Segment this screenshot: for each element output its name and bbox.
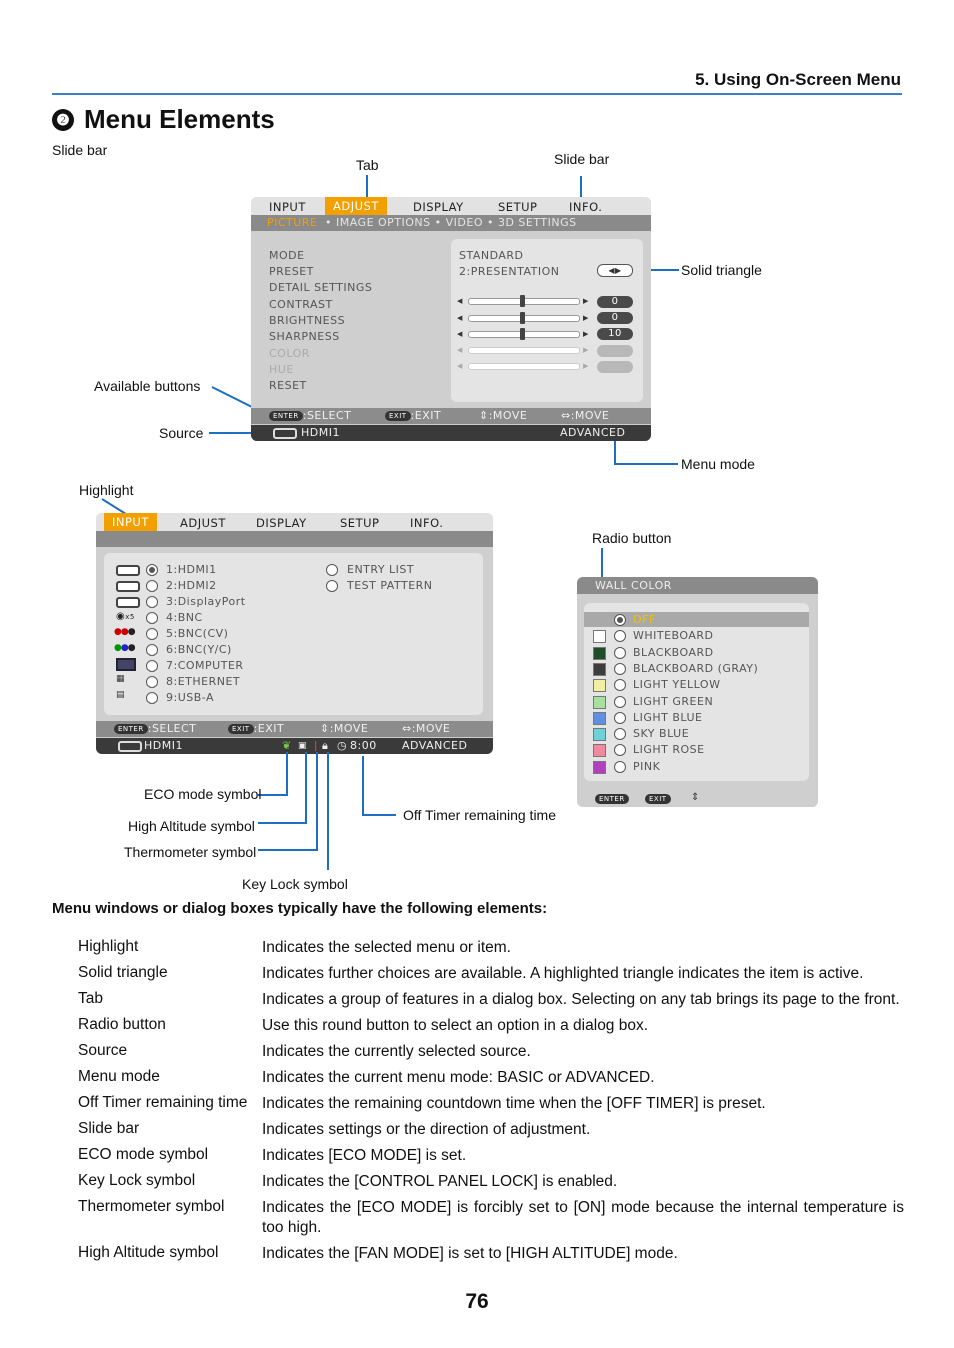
input-label[interactable]: 8:ETHERNET	[166, 675, 241, 688]
left-triangle-icon[interactable]: ◀	[457, 297, 463, 305]
osd2-subtab-bar	[96, 531, 493, 547]
osd1-tab-info[interactable]: INFO.	[569, 200, 603, 214]
thermo-leader-vertical	[316, 752, 318, 850]
osd1-label-hue: HUE	[269, 363, 294, 376]
key-lock-icon: 🔒︎	[322, 739, 329, 752]
definition-row	[78, 990, 904, 1010]
radio-wall-color[interactable]	[614, 663, 626, 675]
input-label[interactable]: 1:HDMI1	[166, 563, 217, 576]
osd1-label-detail[interactable]: DETAIL SETTINGS	[269, 281, 373, 294]
altitude-leader-vertical	[305, 752, 307, 823]
osd2-tab-display[interactable]: DISPLAY	[256, 516, 307, 530]
definition-desc: Indicates settings or the direction of adjustment.	[262, 1121, 591, 1138]
title-number-badge: ❷	[52, 109, 74, 131]
osd2-tab-bar	[96, 513, 493, 531]
osd2-tab-info[interactable]: INFO.	[410, 516, 444, 530]
eco-mode-icon: ❦	[282, 739, 292, 752]
osd1-tab-setup[interactable]: SETUP	[498, 200, 538, 214]
radio-computer[interactable]	[146, 660, 158, 672]
hdmi-source-icon	[273, 428, 297, 439]
exit-key-icon: EXIT	[645, 794, 671, 804]
osd1-mode-value: STANDARD	[459, 249, 524, 262]
radio-displayport[interactable]	[146, 596, 158, 608]
left-triangle-icon: ◀	[457, 346, 463, 354]
wall-color-title: WALL COLOR	[577, 577, 818, 594]
wall-color-label[interactable]: OFF	[633, 613, 656, 626]
definition-term: High Altitude symbol	[78, 1244, 219, 1261]
ethernet-icon: ▦	[116, 674, 126, 684]
wall-color-label[interactable]: LIGHT GREEN	[633, 694, 714, 708]
color-swatch	[593, 663, 606, 676]
timer-leader-vertical	[362, 756, 364, 816]
definition-term: Source	[78, 1042, 128, 1059]
bnc-icon: ◉x5	[116, 611, 135, 622]
test-pattern-label[interactable]: TEST PATTERN	[347, 579, 433, 592]
color-value-disabled	[597, 345, 633, 357]
osd2-tab-input[interactable]: INPUT	[104, 513, 157, 531]
tab-leader-line	[366, 175, 368, 198]
callout-radio-button: Radio button	[592, 530, 672, 546]
definition-term: Slide bar	[78, 1120, 140, 1137]
color-swatch	[593, 679, 606, 692]
enter-key-icon: ENTER	[595, 794, 629, 804]
radio-test-pattern[interactable]	[326, 580, 338, 592]
osd1-available-buttons	[251, 408, 651, 424]
wall-color-panel	[584, 603, 809, 781]
osd-adjust-menu	[251, 197, 651, 441]
definition-row	[78, 1094, 904, 1114]
exit-key-icon: EXIT :EXIT	[385, 408, 441, 424]
osd1-label-sharpness[interactable]: SHARPNESS	[269, 330, 340, 343]
callout-solid-triangle: Solid triangle	[681, 262, 762, 278]
page-title	[52, 104, 275, 135]
hdmi-source-icon	[118, 741, 142, 752]
wall-color-label[interactable]: BLACKBOARD (GRAY)	[633, 661, 759, 675]
osd1-label-preset[interactable]: PRESET	[269, 265, 314, 278]
wall-color-label[interactable]: BLACKBOARD	[633, 645, 714, 659]
timer-leader-horizontal	[362, 814, 396, 816]
title-text: Menu Elements	[84, 104, 275, 134]
callout-highlight: Highlight	[79, 482, 134, 498]
definition-row	[78, 1146, 904, 1166]
brightness-slider-knob[interactable]	[520, 312, 525, 324]
definition-row	[78, 1244, 904, 1264]
radio-bnc[interactable]	[146, 612, 158, 624]
radio-hdmi1[interactable]	[146, 564, 158, 576]
input-label[interactable]: 5:BNC(CV)	[166, 627, 229, 640]
osd1-label-color: COLOR	[269, 347, 310, 360]
keylock-leader-vertical	[327, 752, 329, 870]
definition-term: Key Lock symbol	[78, 1172, 196, 1189]
updown-arrow-icon: ⇕	[691, 792, 700, 803]
updown-move-hint: ⇕:MOVE	[320, 722, 369, 735]
definition-desc: Indicates the [ECO MODE] is forcibly set to [ON] mode because the internal temperature is too high.	[262, 1199, 904, 1236]
radio-wall-color[interactable]	[614, 614, 626, 626]
leftright-move-hint: ⇔:MOVE	[402, 722, 451, 735]
leftright-move-hint: ⇔:MOVE	[561, 409, 610, 422]
osd1-tab-display[interactable]: DISPLAY	[413, 200, 464, 214]
osd1-preset-value: 2:PRESENTATION	[459, 265, 560, 278]
callout-menu-mode: Menu mode	[681, 456, 755, 472]
osd2-source: HDMI1	[144, 739, 183, 752]
eco-leader-vertical	[286, 752, 288, 795]
off-timer-clock-icon: ◷	[337, 739, 348, 752]
osd1-tab-input[interactable]: INPUT	[269, 200, 306, 214]
thermo-leader-horizontal	[258, 849, 318, 851]
definition-desc: Indicates the remaining countdown time when the [OFF TIMER] is preset.	[262, 1095, 766, 1112]
definition-desc: Indicates the [CONTROL PANEL LOCK] is enabled.	[262, 1173, 618, 1190]
radio-wall-color[interactable]	[614, 679, 626, 691]
osd1-tab-bar	[251, 197, 651, 215]
color-slider	[468, 347, 580, 354]
input-label[interactable]: 9:USB-A	[166, 691, 215, 704]
definition-term: ECO mode symbol	[78, 1146, 209, 1163]
definition-desc: Indicates the current menu mode: BASIC or ADVANCED.	[262, 1069, 655, 1086]
callout-thermometer: Thermometer symbol	[124, 844, 257, 860]
thermometer-icon: ǀ	[314, 739, 318, 752]
color-swatch	[593, 696, 606, 709]
radio-wall-color[interactable]	[614, 696, 626, 708]
radio-wall-color[interactable]	[614, 712, 626, 724]
enter-key-icon: ENTER :SELECT	[114, 721, 196, 737]
high-altitude-icon: ▣	[298, 741, 308, 751]
definition-term: Tab	[78, 990, 103, 1007]
hue-slider	[468, 363, 580, 370]
right-triangle-icon: ▶	[583, 346, 589, 354]
displayport-icon	[116, 597, 140, 608]
contrast-value: 0	[597, 296, 633, 308]
computer-icon	[116, 658, 136, 671]
osd1-label-brightness[interactable]: BRIGHTNESS	[269, 314, 346, 327]
osd2-input-panel	[104, 553, 483, 715]
definition-term: Solid triangle	[78, 964, 168, 981]
updown-move-hint: ⇕:MOVE	[479, 409, 528, 422]
color-swatch	[593, 744, 606, 757]
contrast-slider-knob[interactable]	[520, 295, 525, 307]
header-rule	[52, 93, 902, 95]
radio-bnc-yc[interactable]	[146, 644, 158, 656]
definitions-table	[78, 938, 904, 1270]
osd1-subtab-rest[interactable]: • IMAGE OPTIONS • VIDEO • 3D SETTINGS	[325, 216, 577, 229]
radio-hdmi2[interactable]	[146, 580, 158, 592]
left-triangle-icon: ◀	[457, 362, 463, 370]
osd1-label-reset[interactable]: RESET	[269, 379, 307, 392]
menumode-leader-vertical	[614, 440, 616, 464]
definition-desc: Indicates the [FAN MODE] is set to [HIGH ALTITUDE] mode.	[262, 1245, 678, 1262]
page-number: 76	[465, 1290, 489, 1313]
wall-color-label[interactable]: WHITEBOARD	[633, 629, 714, 643]
hdmi-icon	[116, 565, 140, 576]
definition-term: Radio button	[78, 1016, 166, 1033]
section-header: 5. Using On-Screen Menu	[695, 70, 901, 89]
osd2-tab-adjust[interactable]: ADJUST	[180, 516, 226, 530]
wall-color-label[interactable]: SKY BLUE	[633, 727, 690, 741]
osd2-tab-setup[interactable]: SETUP	[340, 516, 380, 530]
callout-slide-bar: Slide bar	[554, 151, 610, 167]
definition-row	[78, 1068, 904, 1088]
callout-key-lock: Key Lock symbol	[242, 876, 348, 892]
radio-bnc-cv[interactable]	[146, 628, 158, 640]
definition-term: Off Timer remaining time	[78, 1094, 248, 1111]
osd1-menu-mode: ADVANCED	[560, 426, 626, 439]
radio-wall-color[interactable]	[614, 630, 626, 642]
osd1-value-panel	[451, 239, 643, 402]
menumode-leader-horizontal	[614, 463, 678, 465]
callout-eco-mode: ECO mode symbol	[144, 786, 262, 802]
definition-desc: Indicates further choices are available. A highlighted triangle indicates the item is active.	[262, 965, 864, 982]
radio-wall-color[interactable]	[614, 761, 626, 773]
definition-row	[78, 938, 904, 958]
bnc-yc-icon: ●●●	[114, 643, 135, 653]
right-triangle-icon[interactable]: ▶	[583, 297, 589, 305]
osd2-menu-mode: ADVANCED	[402, 739, 468, 752]
bnc-cv-icon: ●●●	[114, 627, 135, 637]
color-swatch	[593, 728, 606, 741]
input-label[interactable]: 2:HDMI2	[166, 579, 217, 592]
brightness-value: 0	[597, 312, 633, 324]
eco-leader-horizontal	[258, 794, 288, 796]
osd-wall-color-dialog	[577, 577, 818, 807]
radio-wall-color[interactable]	[614, 647, 626, 659]
input-label[interactable]: 3:DisplayPort	[166, 595, 246, 608]
radio-entry-list[interactable]	[326, 564, 338, 576]
usb-icon: ▤	[116, 690, 126, 700]
osd1-label-mode[interactable]: MODE	[269, 249, 305, 262]
osd1-label-contrast[interactable]: CONTRAST	[269, 298, 333, 311]
elements-intro: Menu windows or dialog boxes typically have the following elements:	[52, 900, 548, 917]
entry-list-label[interactable]: ENTRY LIST	[347, 563, 415, 576]
wall-color-label[interactable]: LIGHT ROSE	[633, 743, 705, 757]
definition-row	[78, 1120, 904, 1140]
hue-value-disabled	[597, 361, 633, 373]
input-label[interactable]: 4:BNC	[166, 611, 203, 624]
sharpness-slider-knob[interactable]	[520, 328, 525, 340]
left-triangle-icon[interactable]: ◀	[457, 314, 463, 322]
right-triangle-icon[interactable]: ▶	[583, 314, 589, 322]
definition-term: Thermometer symbol	[78, 1198, 225, 1215]
definition-row	[78, 1172, 904, 1192]
right-triangle-icon[interactable]: ▶	[583, 330, 589, 338]
osd2-status-bar	[96, 738, 493, 754]
callout-off-timer: Off Timer remaining time	[403, 807, 557, 823]
osd1-status-bar	[251, 425, 651, 441]
definition-term: Highlight	[78, 938, 139, 955]
altitude-leader-horizontal	[258, 822, 307, 824]
definition-desc: Indicates the selected menu or item.	[262, 939, 511, 956]
input-label[interactable]: 6:BNC(Y/C)	[166, 643, 232, 656]
left-triangle-icon[interactable]: ◀	[457, 330, 463, 338]
solid-triangle-icon[interactable]: ◀▶	[597, 264, 633, 277]
definition-row	[78, 1198, 904, 1238]
definition-row	[78, 964, 904, 984]
definition-desc: Indicates a group of features in a dialog box. Selecting on any tab brings its page to the front.	[262, 991, 900, 1008]
radio-wall-color[interactable]	[614, 728, 626, 740]
definition-desc: Use this round button to select an option in a dialog box.	[262, 1017, 649, 1034]
callout-source: Source	[159, 425, 204, 441]
definition-row	[78, 1016, 904, 1036]
definition-term: Menu mode	[78, 1068, 160, 1085]
osd1-subtab-picture[interactable]: PICTURE	[267, 216, 318, 229]
wall-color-label[interactable]: LIGHT BLUE	[633, 710, 703, 724]
definition-desc: Indicates [ECO MODE] is set.	[262, 1147, 467, 1164]
exit-key-icon: EXIT :EXIT	[228, 721, 284, 737]
osd3-available-buttons	[577, 791, 818, 807]
radio-usb-a[interactable]	[146, 692, 158, 704]
osd1-tab-adjust[interactable]: ADJUST	[325, 197, 387, 215]
color-swatch	[593, 712, 606, 725]
radio-wall-color[interactable]	[614, 744, 626, 756]
callout-available-buttons: Available buttons	[94, 378, 201, 394]
sharpness-value: 10	[597, 328, 633, 340]
enter-key-icon: ENTER :SELECT	[269, 408, 351, 424]
osd2-available-buttons	[96, 721, 493, 737]
wall-color-label[interactable]: PINK	[633, 759, 661, 773]
definition-desc: Indicates the currently selected source.	[262, 1043, 531, 1060]
callout-tab: Tab	[356, 157, 379, 173]
color-swatch	[593, 761, 606, 774]
callout-high-altitude: High Altitude symbol	[128, 818, 255, 834]
input-label[interactable]: 7:COMPUTER	[166, 659, 244, 672]
definition-row	[78, 1042, 904, 1062]
wall-color-label[interactable]: LIGHT YELLOW	[633, 678, 721, 692]
off-timer-value: 8:00	[350, 739, 377, 752]
osd1-source: HDMI1	[301, 426, 340, 439]
color-swatch	[593, 647, 606, 660]
osd-input-menu	[96, 513, 493, 754]
radio-ethernet[interactable]	[146, 676, 158, 688]
callout-slide-bar-left: Slide bar	[52, 142, 108, 158]
hdmi-icon	[116, 581, 140, 592]
osd1-subtab-bar	[251, 215, 651, 231]
right-triangle-icon: ▶	[583, 362, 589, 370]
color-swatch	[593, 630, 606, 643]
